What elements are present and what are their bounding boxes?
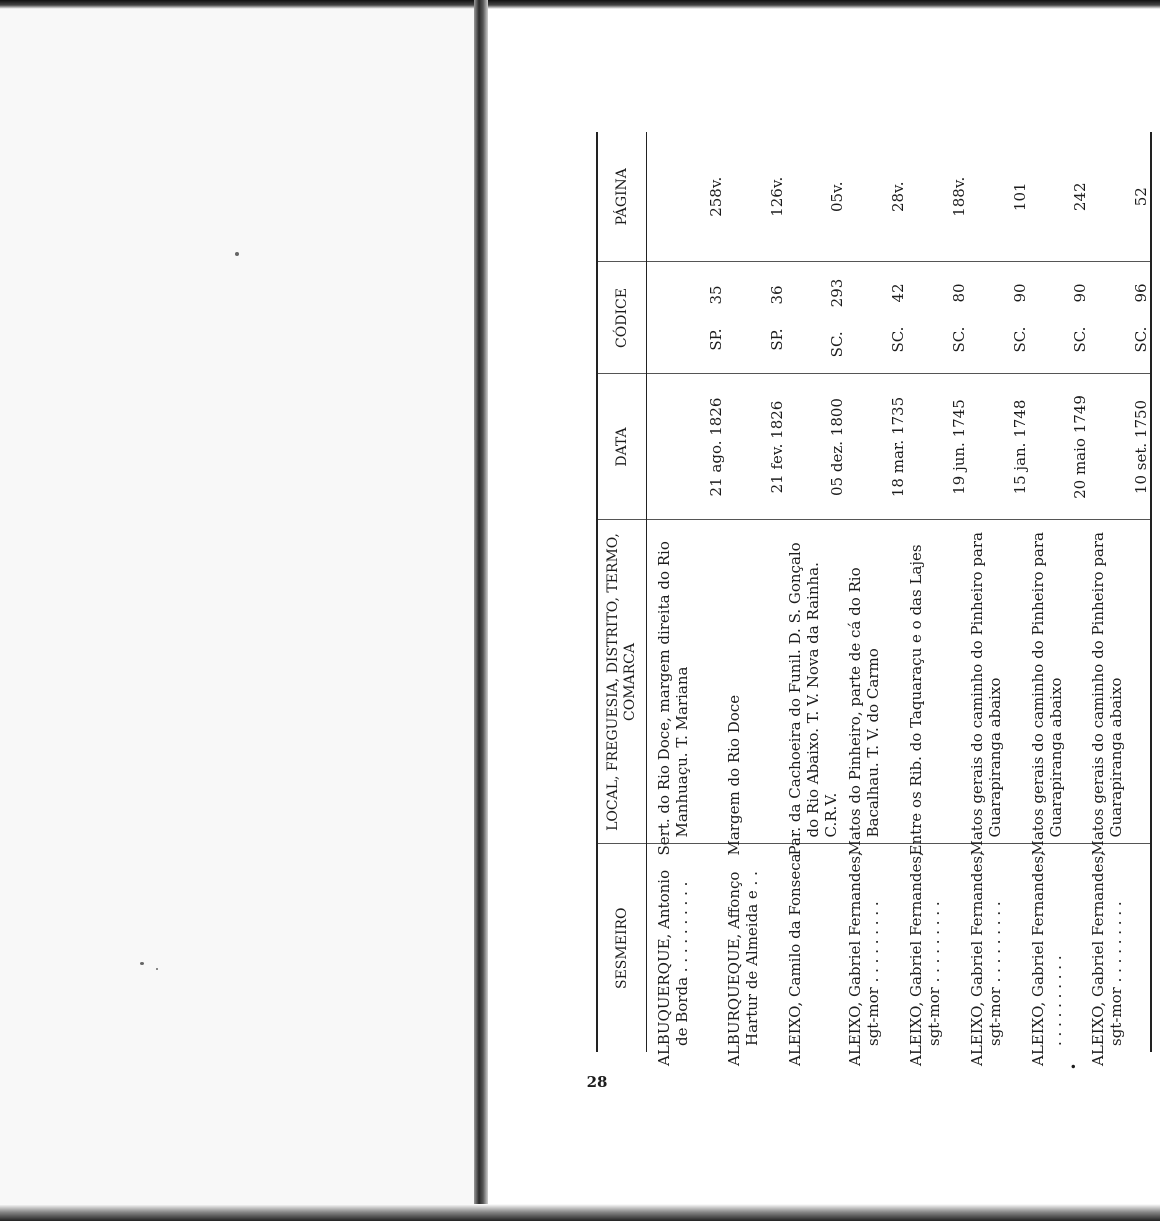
pagina-value: 126v. [767,176,786,217]
cell-codice [647,262,726,374]
pagina-value: 101 [1010,182,1029,212]
cell-local: Matos gerais do caminho do Pinheiro para Guarapiranga abaixo [968,520,1029,844]
cell-pagina [725,132,786,262]
table-row [846,132,907,1052]
codice-serie: SC. [1132,326,1150,353]
codice-num: 96 [1132,283,1150,303]
cell-pagina [907,132,968,262]
codice-serie: SC. [1071,326,1090,353]
codice-num: 80 [949,283,968,303]
cell-pagina [1029,132,1090,262]
codice-num: 90 [1071,283,1090,303]
cell-local: Matos do Pinheiro, parte de cá do Rio Bacalhau. T. V. do Carmo [846,520,907,844]
facing-blank-page [0,9,478,1204]
scan-speck [140,962,144,965]
codice-serie: SC. [949,326,968,353]
cell-data [725,374,786,520]
codice-serie: SC. [1010,326,1029,353]
book-gutter [474,0,488,1204]
pagina-value: 28v. [889,181,908,213]
cell-sesmeiro: ALBUQUERQUE, Antonio de Borda . . . . . . . . . . [655,869,691,1066]
rotated-table-block [596,132,1152,1070]
codice-num: 42 [889,283,908,303]
table-row [647,132,726,1052]
pagina-value: 258v. [707,176,726,217]
cell-sesmeiro: • ALEIXO, Gabriel Fernandes, . . . . . . . . . . [1028,851,1081,1070]
cell-data [647,374,726,520]
cell-data [968,374,1029,520]
data-value: 10 set. 1750 [1132,399,1150,495]
codice-serie: SC. [828,331,847,358]
header-local: LOCAL, FREGUESIA, DISTRITO, TERMO, COMARCA [597,520,647,844]
sesmeiro-text: ALEIXO, Gabriel Fernandes, . . . . . . . . . . [1028,851,1065,1066]
cell-codice [907,262,968,374]
cell-pagina [647,132,726,262]
codice-num: 35 [707,285,726,305]
cell-sesmeiro: ALEIXO, Gabriel Fernandes, sgt-mor . . . . . . . . . [907,851,944,1066]
data-value: 15 jan. 1748 [1010,399,1029,495]
cell-sesmeiro: ALEIXO, Camilo da Fonseca [785,853,804,1066]
scan-top-edge [0,0,1160,9]
cell-data [1089,374,1151,520]
cell-local: Margem do Rio Doce [725,520,786,844]
cell-sesmeiro: ALEIXO, Gabriel Fernandes, sgt-mor . . . . . . . . . [1089,844,1151,1052]
cell-sesmeiro: ALBURQUEQUE, Affonço Hartur de Almeida e . . [725,871,762,1066]
header-codice: CÓDICE [597,262,647,374]
cell-data [786,374,847,520]
cell-sesmeiro: ALEIXO, Gabriel Fernandes, sgt-mor . . . . . . . . . [967,851,1004,1066]
cell-data [907,374,968,520]
header-pagina: PÁGINA [597,132,647,262]
data-value: 21 ago. 1826 [707,397,726,497]
cell-codice [968,262,1029,374]
data-value: 21 fev. 1826 [767,400,786,494]
cell-pagina [846,132,907,262]
scan-speck [156,968,158,970]
cell-pagina [1089,132,1151,262]
cell-local: Matos gerais do caminho do Pinheiro para Guarapiranga abaixo [1029,520,1090,844]
table-row [907,132,968,1052]
pagina-value: 188v. [949,176,968,217]
scan-bottom-edge [0,1204,1160,1221]
table-row [786,132,847,1052]
codice-num: 90 [1010,283,1029,303]
gutter-mark [474,440,475,540]
page-number: 28 [586,1073,608,1091]
table-row [1029,132,1090,1052]
pagina-value: 05v. [828,181,847,213]
table-row [725,132,786,1052]
cell-codice [1029,262,1090,374]
codice-num: 293 [828,278,847,308]
header-data: DATA [597,374,647,520]
table-row [1089,132,1151,1052]
pagina-value: 52 [1132,187,1150,207]
data-value: 20 maio 1749 [1071,395,1090,499]
codice-serie: SC. [889,326,908,353]
data-value: 19 jun. 1745 [949,399,968,495]
gutter-mark [474,1130,475,1170]
data-value: 18 mar. 1735 [889,396,908,498]
sesmarias-table [596,132,1152,1070]
codice-serie: SP. [707,328,726,351]
pagina-value: 242 [1071,182,1090,212]
cell-codice [846,262,907,374]
cell-codice [1089,262,1151,374]
cell-codice [786,262,847,374]
cell-local: Sert. do Rio Doce, margem direita do Rio Manhuaçu. T. Mariana [647,520,726,844]
cell-sesmeiro: ALEIXO, Gabriel Fernandes, sgt-mor . . . . . . . . . [846,851,883,1066]
header-sesmeiro: SESMEIRO [597,844,647,1052]
gutter-mark [474,120,475,190]
cell-data [1029,374,1090,520]
table-header-row [597,132,647,1052]
data-value: 05 dez. 1800 [828,398,847,496]
codice-num: 36 [767,285,786,305]
cell-local: Par. da Cachoeira do Funil. D. S. Gonçalo do Rio Abaixo. T. V. Nova da Rainha. C.R.V. [786,520,847,844]
table-row [968,132,1029,1052]
scan-speck [235,252,239,256]
cell-pagina [968,132,1029,262]
cell-pagina [786,132,847,262]
cell-local: Matos gerais do caminho do Pinheiro para Guarapiranga abaixo [1089,520,1151,844]
cell-codice [725,262,786,374]
cell-local: Entre os Rib. do Taquaraçu e o das Lajes [907,520,968,844]
cell-data [846,374,907,520]
codice-serie: SP. [767,328,786,351]
